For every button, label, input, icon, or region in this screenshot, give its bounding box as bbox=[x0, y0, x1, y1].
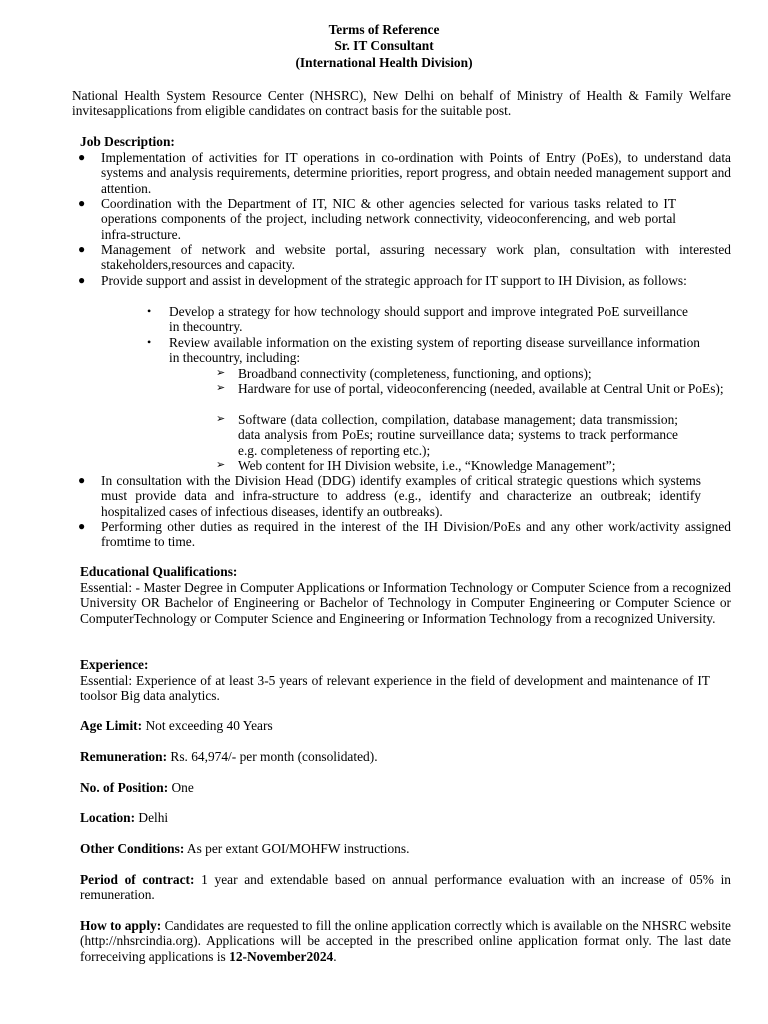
how-to-apply bbox=[80, 918, 731, 964]
arrow-item: ➢ Software (data collection, compilation, database management; data transmission; data analysis from PoEs; routine surveillance data; systems to track performance e.g. completeness of reporting etc.); bbox=[216, 412, 678, 458]
bullet-icon: ● bbox=[78, 519, 86, 533]
remuneration bbox=[80, 749, 378, 764]
arrow-bullet-icon: ➢ bbox=[216, 382, 226, 394]
doc-title: Terms of Reference bbox=[328, 22, 440, 37]
age-limit bbox=[80, 718, 273, 733]
apply-end: . bbox=[333, 948, 337, 964]
job-item: ● Performing other duties as required in the interest of the IH Division/PoEs and any other work/activity assigned fromtime to time. bbox=[78, 519, 731, 550]
doc-division-title: (International Health Division) bbox=[295, 55, 473, 70]
location-value: Delhi bbox=[138, 810, 169, 825]
job-description-list bbox=[78, 150, 731, 550]
bullet-icon: ● bbox=[78, 273, 86, 287]
other-conditions-value: As per extant GOI/MOHFW instructions. bbox=[186, 841, 410, 856]
arrow-bullet-icon: ➢ bbox=[216, 367, 226, 379]
apply-text: Candidates are requested to fill the online application correctly which is available on the NHSRC website (http://nhsrcindia.org). Applications will be accepted in the prescribed online application format only. The last date forreceiving applications is bbox=[80, 918, 731, 964]
education-text: Essential: - Master Degree in Computer Applications or Information Technology or Computer Science from a recognized University OR Bachelor of Engineering or Bachelor of Technology in Computer Engineering or Computer Science or ComputerTechnology or Computer Science and Engineering or Information Technology from a recognized University. bbox=[80, 580, 731, 626]
bullet-icon: ● bbox=[78, 242, 86, 256]
arrow-item: ➢ Hardware for use of portal, videoconferencing (needed, available at Central Unit or PoEs); bbox=[216, 381, 724, 396]
position-label: No. of Position: bbox=[80, 780, 169, 795]
bullet-icon: ● bbox=[78, 473, 86, 487]
arrow-item: ➢ Web content for IH Division website, i.e., “Knowledge Management”; bbox=[216, 458, 616, 473]
experience-text: Essential: Experience of at least 3-5 years of relevant experience in the field of development and maintenance of IT toolsor Big data analytics. bbox=[80, 673, 710, 704]
location-label: Location: bbox=[80, 810, 136, 825]
job-item: ● Implementation of activities for IT operations in co-ordination with Points of Entry (PoEs), to understand data systems and analysis requirements, determine priorities, report progress, and obtain needed management support and attention. bbox=[78, 150, 731, 196]
location bbox=[80, 810, 168, 825]
age-limit-value: Not exceeding 40 Years bbox=[145, 718, 273, 733]
sub-item: • Develop a strategy for how technology should support and improve integrated PoE surveillance in thecountry. bbox=[147, 304, 688, 335]
remuneration-value: Rs. 64,974/- per month (consolidated). bbox=[170, 749, 378, 764]
job-item: ● Provide support and assist in development of the strategic approach for IT support to IH Division, as follows: bbox=[78, 273, 687, 288]
period-value: 1 year and extendable based on annual performance evaluation with an increase of 05% in remuneration. bbox=[80, 872, 731, 903]
other-conditions bbox=[80, 841, 409, 856]
job-description-heading: Job Description: bbox=[80, 134, 175, 149]
education-heading: Educational Qualifications: bbox=[80, 564, 238, 579]
arrow-bullet-icon: ➢ bbox=[216, 413, 226, 425]
arrow-item: ➢ Broadband connectivity (completeness, functioning, and options); bbox=[216, 366, 592, 381]
other-conditions-label: Other Conditions: bbox=[80, 841, 185, 856]
intro-paragraph: National Health System Resource Center (NHSRC), New Delhi on behalf of Ministry of Health & Family Welfare invitesapplications from eligible candidates on contract basis for the suitable post. bbox=[72, 88, 731, 119]
period-of-contract bbox=[80, 872, 731, 903]
experience-heading: Experience: bbox=[80, 657, 149, 672]
position-value: One bbox=[171, 780, 194, 795]
sub-bullet-icon: • bbox=[147, 304, 152, 318]
arrow-bullet-icon: ➢ bbox=[216, 459, 226, 471]
remuneration-label: Remuneration: bbox=[80, 749, 168, 764]
no-of-position bbox=[80, 780, 194, 795]
bullet-icon: ● bbox=[78, 196, 86, 210]
apply-label: How to apply: bbox=[80, 918, 162, 933]
apply-deadline: 12-November2024 bbox=[229, 948, 334, 964]
job-item: ● Management of network and website portal, assuring necessary work plan, consultation with interested stakeholders,resources and capacity. bbox=[78, 242, 731, 273]
period-label: Period of contract: bbox=[80, 872, 195, 887]
age-limit-label: Age Limit: bbox=[80, 718, 143, 733]
bullet-icon: ● bbox=[78, 150, 86, 164]
sub-item: • Review available information on the existing system of reporting disease surveillance information in thecountry, including: bbox=[147, 335, 700, 366]
doc-post-title: Sr. IT Consultant bbox=[334, 38, 434, 53]
sub-bullet-icon: • bbox=[147, 335, 152, 349]
job-item: ● Coordination with the Department of IT, NIC & other agencies selected for various tasks related to IT operations components of the project, including network connectivity, videoconferencing, and web portal infra-structure. bbox=[78, 196, 676, 242]
job-item: ● In consultation with the Division Head (DDG) identify examples of critical strategic questions which systems must provide data and infra-structure to address (e.g., identify and characterize an outbreak; identify hospitalized cases of infectious diseases, identify an outbreaks). bbox=[78, 473, 701, 519]
